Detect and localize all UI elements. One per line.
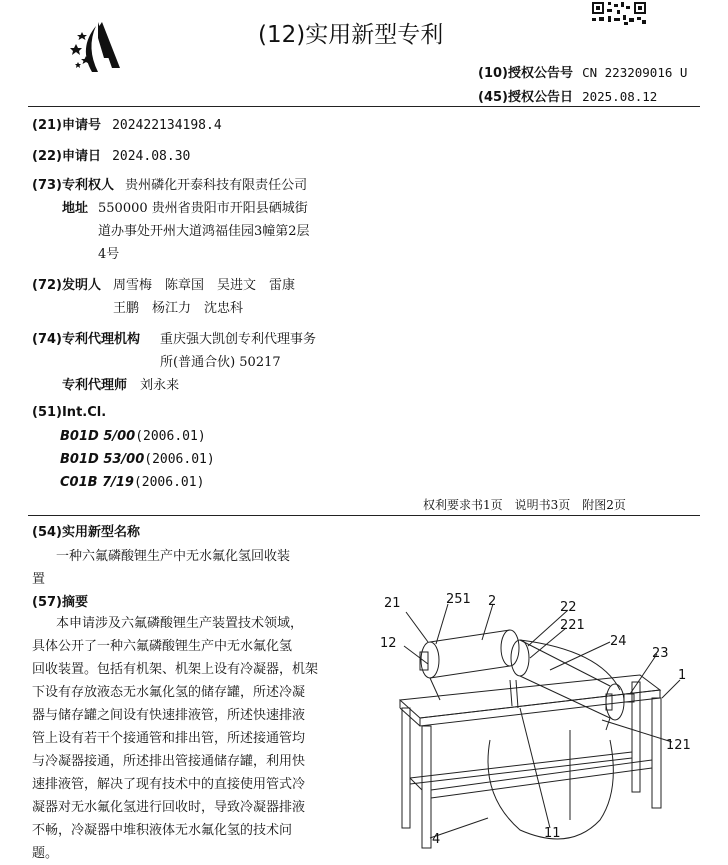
logo-icon	[68, 18, 126, 76]
abstract-text	[32, 612, 318, 865]
figure-label-24: 24	[610, 634, 627, 649]
figure-label-221: 221	[560, 618, 585, 633]
figure-label-12: 12	[380, 636, 397, 651]
address-line-3: 4号	[98, 247, 120, 262]
abstract-line: 本申请涉及六氟磷酸锂生产装置技术领域，	[56, 616, 304, 631]
abstract-label: (57)摘要	[32, 595, 88, 610]
ipc-row-3	[60, 475, 204, 490]
patentee: 贵州磷化开泰科技有限责任公司	[125, 178, 308, 193]
application-number-label: (21)申请号	[32, 118, 101, 133]
utility-model-name-line-1: 一种六氟磷酸锂生产中无水氟化氢回收装	[56, 549, 291, 564]
device-drawing	[370, 590, 700, 855]
patentee-row	[32, 174, 307, 193]
figure-label-23: 23	[652, 646, 669, 661]
abstract-line: 与冷凝器接通，所述排出管接通储存罐，利用快	[32, 754, 306, 769]
figure-label-251: 251	[446, 592, 471, 607]
figure-label-1: 1	[678, 668, 687, 683]
abstract-line: 管上设有若干个接通管和排出管，所述接通管均	[32, 731, 306, 746]
abstract-line: 不畅，冷凝器中堆积液体无水氟化氢的技术问	[32, 823, 293, 838]
qr-code-icon	[590, 0, 648, 26]
agency-line-1: 重庆强大凯创专利代理事务	[160, 332, 317, 347]
application-number-row	[32, 114, 222, 133]
agent-row	[62, 374, 179, 393]
ipc-version: (2006.01)	[133, 475, 205, 490]
utility-model-name-label: (54)实用新型名称	[32, 525, 140, 540]
inventor-line-2: 王鹏 杨江力 沈忠科	[113, 301, 244, 316]
figure-label-121: 121	[666, 738, 691, 753]
cnipa-logo	[68, 18, 126, 76]
address-line-1: 550000 贵州省贵阳市开阳县硒城街	[98, 201, 308, 216]
utility-model-name-line-2: 置	[32, 572, 46, 587]
ipc-row-1	[60, 429, 206, 444]
agent: 刘永来	[140, 378, 180, 393]
ipc-row-2	[60, 452, 215, 467]
figure-label-21: 21	[384, 596, 401, 611]
header-divider	[28, 106, 700, 107]
publication-date-row	[478, 86, 657, 105]
abstract-line: 回收装置。包括有机架、机架上设有冷凝器，机架	[32, 662, 319, 677]
ipc-code: B01D 5/00	[60, 429, 136, 444]
document-type-title: (12)实用新型专利	[258, 22, 444, 48]
qr-code	[590, 0, 648, 26]
figure-label-22: 22	[560, 600, 577, 615]
ipc-code: B01D 53/00	[60, 452, 145, 467]
publication-date-label: (45)授权公告日	[478, 90, 573, 105]
figure-label-2: 2	[488, 594, 497, 609]
section-divider	[28, 515, 700, 516]
application-date: 2024.08.30	[112, 149, 191, 164]
publication-number-row	[478, 62, 687, 81]
publication-date: 2025.08.12	[582, 89, 658, 104]
abstract-line: 速排液管，解决了现有技术中的直接使用管式冷	[32, 777, 306, 792]
address-label: 地址	[62, 201, 89, 216]
ipc-version: (2006.01)	[135, 429, 206, 444]
publication-number-label: (10)授权公告号	[478, 66, 573, 81]
patentee-label: (73)专利权人	[32, 178, 114, 193]
inventor-label: (72)发明人	[32, 278, 101, 293]
address-line-2: 道办事处开州大道鸿福佳园3幢第2层	[98, 224, 310, 239]
figure-label-11: 11	[544, 826, 561, 841]
abstract-figure	[370, 590, 700, 855]
application-number: 202422134198.4	[112, 118, 222, 133]
ipc-version: (2006.01)	[144, 452, 215, 467]
ipc-code: C01B 7/19	[60, 475, 134, 490]
figure-label-4: 4	[432, 832, 441, 847]
inventor-line-1: 周雪梅 陈章国 吴进文 雷康	[113, 278, 296, 293]
abstract-line: 题。	[32, 846, 59, 861]
application-date-label: (22)申请日	[32, 149, 101, 164]
agent-label: 专利代理师	[62, 378, 128, 393]
abstract-line: 具体公开了一种六氟磷酸锂生产中无水氟化氢	[32, 639, 293, 654]
agency-line-2: 所(普通合伙) 50217	[160, 355, 281, 370]
page-counts: 权利要求书1页 说明书3页 附图2页	[423, 498, 626, 512]
agency-label: (74)专利代理机构	[32, 332, 140, 347]
abstract-line: 下设有存放液态无水氟化氢的储存罐，所述冷凝	[32, 685, 306, 700]
publication-number: CN 223209016 U	[582, 65, 688, 80]
application-date-row	[32, 145, 190, 164]
abstract-line: 器与储存罐之间设有快速排液管，所述快速排液	[32, 708, 306, 723]
abstract-line: 凝器对无水氟化氢进行回收时，导致冷凝器排液	[32, 800, 306, 815]
ipc-label: (51)Int.Cl.	[32, 405, 107, 420]
